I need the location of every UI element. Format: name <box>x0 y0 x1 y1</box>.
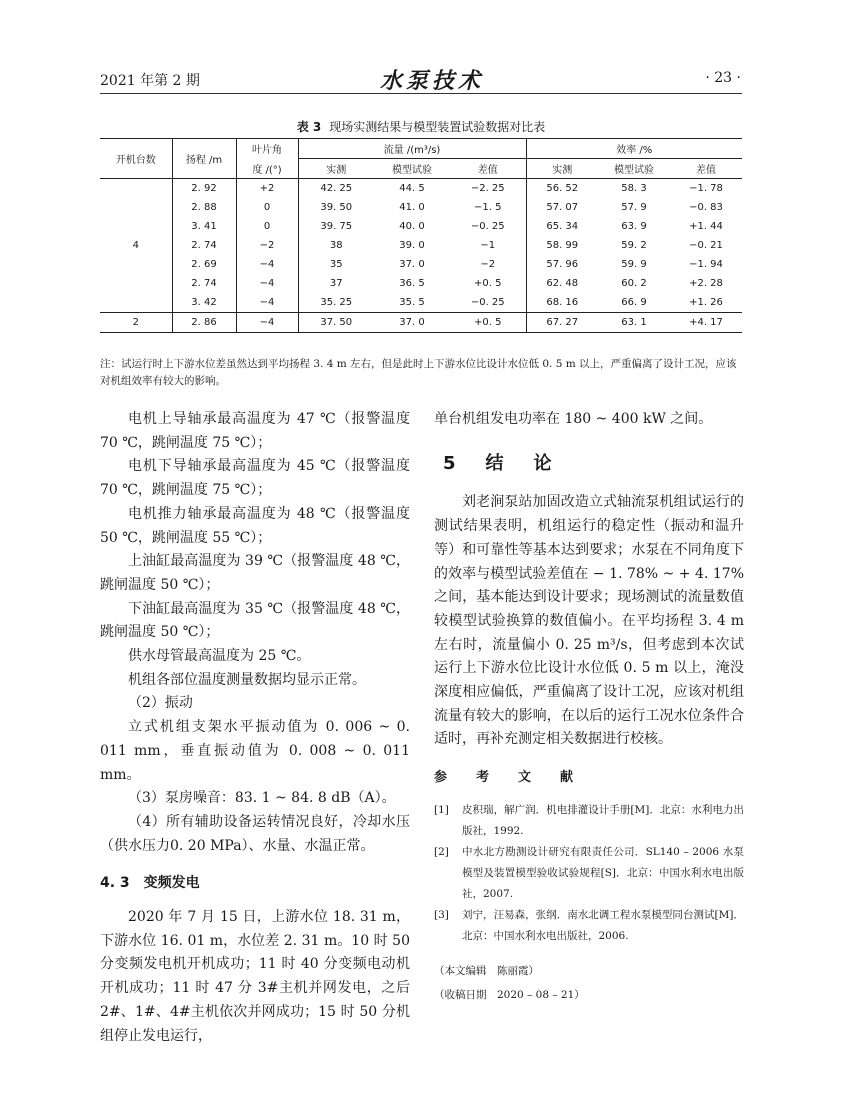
paragraph: 供水母管最高温度为 25 ℃。 <box>128 648 311 665</box>
right-column <box>434 408 744 1007</box>
table-cell: −4 <box>236 313 298 333</box>
table-cell: −1. 94 <box>689 259 723 270</box>
header-eff-measured: 实测 <box>526 159 598 179</box>
table-cell: 37 <box>298 274 374 293</box>
table-row <box>100 293 742 313</box>
table-cell: 59. 9 <box>621 259 647 270</box>
table-number: 表 3 <box>296 120 322 134</box>
table-cell: −2 <box>236 236 298 255</box>
table-cell: −2 <box>480 259 496 270</box>
table-cell: 36. 5 <box>399 278 425 289</box>
table-cell: 2. 92 <box>172 179 236 199</box>
table-cell: 2. 69 <box>172 255 236 274</box>
table-cell: 3. 41 <box>172 217 236 236</box>
cell-units: 4 <box>100 179 172 313</box>
table-cell: 2. 74 <box>172 236 236 255</box>
paragraph: 上油缸最高温度为 39 ℃（报警温度 48 ℃，跳闸温度 50 ℃）； <box>100 553 410 593</box>
table-row <box>100 179 742 199</box>
header-angle-1: 叶片角 <box>236 139 298 159</box>
table-cell: +0. 5 <box>474 278 502 289</box>
table-cell: 2. 88 <box>172 198 236 217</box>
journal-logo: 水泵技术 <box>380 68 485 94</box>
table-cell: 39. 0 <box>399 240 425 251</box>
table-cell: −1. 5 <box>474 202 502 213</box>
section-heading-4-3: 4. 3 变频发电 <box>100 875 200 892</box>
table-cell: −0. 21 <box>689 240 723 251</box>
table-cell: 63. 1 <box>598 313 670 333</box>
table-cell: 57. 96 <box>526 255 598 274</box>
table-cell: 35. 25 <box>298 293 374 313</box>
header-flow-model: 模型试验 <box>374 159 450 179</box>
table-note: 注：试运行时上下游水位差虽然达到平均扬程 3. 4 m 左右，但是此时上下游水位比设计水位低 0. 5 m 以上，严重偏离了设计工况，应该对机组效率有较大的影响。 <box>100 358 737 387</box>
table-cell: 35. 5 <box>374 293 450 313</box>
reference-text: 皮积瑞，解广润．机电排灌设计手册[M]．北京：水利电力出版社，1992. <box>462 803 744 837</box>
table-row <box>100 217 742 236</box>
reference-text: 刘宁，汪易森，张纲．南水北调工程水泵模型同台测试[M]．北京：中国水利水电出版社，2006. <box>462 908 744 942</box>
table-cell: 68. 16 <box>526 293 598 313</box>
table-group-2 <box>100 313 742 333</box>
table-cell: 38 <box>298 236 374 255</box>
header-rule <box>100 93 742 94</box>
conclusion-paragraph: 刘老涧泵站加固改造立式轴流泵机组试运行的测试结果表明，机组运行的稳定性（振动和温升等）和可靠性等基本达到要求；水泵在不同角度下的效率与模型试验差值在 − 1. 78% ~ + 4. 17% 之间，基本能达到设计要求；现场测试的流量数值较模型试验换算的数值偏小。在平均扬程 3. 4 m 左右时，流量偏小 0. 25 m³/s，但考虑到本次试运行上下游水位比设计水位低 0. 5 m 以上，淹没深度相应偏低，严重偏离了设计工况，应该对机组流量有较大的影响，在以后的运行工况水位条件合适时，再补充测定相关数据进行校核。 <box>434 494 744 748</box>
table-cell: +1. 44 <box>689 221 723 232</box>
table-cell: +2 <box>236 179 298 199</box>
table-cell: +0. 5 <box>450 313 526 333</box>
paragraph: 电机上导轴承最高温度为 47 ℃（报警温度 70 ℃，跳闸温度 75 ℃）； <box>100 411 410 451</box>
left-column <box>100 408 410 1048</box>
header-flow-diff: 差值 <box>450 159 526 179</box>
header-efficiency: 效率 /% <box>526 139 742 159</box>
references-list <box>434 800 744 947</box>
page-number: · 23 · <box>705 70 741 86</box>
table-row <box>100 255 742 274</box>
table-cell: 57. 07 <box>526 198 598 217</box>
paragraph-continued: 单台机组发电功率在 180 ~ 400 kW 之间。 <box>434 411 713 427</box>
table-cell: 58. 99 <box>526 236 598 255</box>
paragraph: （4）所有辅助设备运转情况良好，冷却水压（供水压力0. 20 MPa）、水量、水温正常。 <box>100 813 410 854</box>
editor-line: （本文编辑 陈丽霞） <box>434 964 539 977</box>
header-flow-measured: 实测 <box>298 159 374 179</box>
paragraph: （3）泵房噪音：83. 1 ~ 84. 8 dB（A）。 <box>128 790 396 807</box>
header-eff-diff: 差值 <box>670 159 742 179</box>
table-cell: 39. 75 <box>298 217 374 236</box>
paragraph: 电机推力轴承最高温度为 48 ℃（报警温度 50 ℃，跳闸温度 55 ℃）； <box>100 505 410 546</box>
table-cell: 0 <box>236 217 298 236</box>
issue-label: 2021 年第 2 期 <box>100 73 200 89</box>
header-flow: 流量 /(m³/s) <box>298 139 526 159</box>
table-row <box>100 313 742 333</box>
header-head: 扬程 /m <box>172 139 236 179</box>
table-cell: −4 <box>236 274 298 293</box>
table-cell: 35 <box>298 255 374 274</box>
header-angle-2: 度 /(°) <box>236 159 298 179</box>
table-cell: 42. 25 <box>298 179 374 199</box>
table-cell: 44. 5 <box>399 183 425 194</box>
table-cell: −1. 78 <box>689 183 723 194</box>
table-row <box>100 274 742 293</box>
table-cell: +4. 17 <box>670 313 742 333</box>
table-row <box>100 236 742 255</box>
table-group-4 <box>100 179 742 313</box>
references-heading: 参 考 文 献 <box>434 770 582 786</box>
subheading-vibration: （2）振动 <box>128 695 193 712</box>
table-cell: +1. 26 <box>670 293 742 313</box>
table-cell: −0. 25 <box>450 293 526 313</box>
table-cell: −4 <box>236 293 298 313</box>
table-cell: −0. 25 <box>470 221 505 232</box>
reference-item <box>434 842 744 905</box>
reference-number: [2] <box>434 845 449 858</box>
table-cell: −4 <box>236 255 298 274</box>
table-cell: 37. 50 <box>298 313 374 333</box>
header-units: 开机台数 <box>100 139 172 179</box>
table-cell: 59. 2 <box>621 240 647 251</box>
table-cell: −0. 83 <box>689 202 723 213</box>
table-cell: 41. 0 <box>399 202 425 213</box>
paragraph: 下油缸最高温度为 35 ℃（报警温度 48 ℃，跳闸温度 50 ℃）； <box>100 600 410 641</box>
paragraph: 电机下导轴承最高温度为 45 ℃（报警温度 70 ℃，跳闸温度 75 ℃）； <box>100 458 410 499</box>
received-date: （收稿日期 2020 – 08 – 21） <box>434 988 585 1001</box>
table-cell: 39. 50 <box>298 198 374 217</box>
table-cell: 2. 74 <box>172 274 236 293</box>
table-cell: +2. 28 <box>689 278 723 289</box>
table-row <box>100 198 742 217</box>
table-cell: 3. 42 <box>172 293 236 313</box>
table-cell: 40. 0 <box>399 221 425 232</box>
reference-number: [1] <box>434 803 449 816</box>
paragraph: 机组各部位温度测量数据均显示正常。 <box>128 671 366 688</box>
table-cell: 65. 34 <box>526 217 598 236</box>
table-cell: 56. 52 <box>526 179 598 199</box>
table-cell: 66. 9 <box>598 293 670 313</box>
table-cell: 2. 86 <box>172 313 236 333</box>
paragraph: 2020 年 7 月 15 日，上游水位 18. 31 m，下游水位 16. 01 m，水位差 2. 31 m。10 时 50 分变频发电机开机成功；11 时 40 分变频电动机开机成功；11 时 47 分 3#主机并网发电，之后 2#、1#、4#主机依次并网成功；15 时 50 分机组停止发电运行， <box>100 909 410 1044</box>
header-eff-model: 模型试验 <box>598 159 670 179</box>
table-cell: 60. 2 <box>621 278 647 289</box>
paragraph: 立式机组支架水平振动值为 0. 006 ~ 0. 011 mm，垂直振动值为 0. 008 ~ 0. 011 mm。 <box>100 719 410 783</box>
table-cell: 63. 9 <box>621 221 647 232</box>
reference-text: 中水北方勘测设计研究有限责任公司．SL140 – 2006 水泵模型及装置模型验收试验规程[S]．北京：中国水利水电出版社，2007. <box>462 845 744 900</box>
table-cell: −1 <box>480 240 496 251</box>
comparison-table <box>100 138 742 333</box>
reference-item <box>434 800 744 842</box>
table-cell: 37. 0 <box>399 259 425 270</box>
table-cell: 67. 27 <box>526 313 598 333</box>
table-cell: 62. 48 <box>526 274 598 293</box>
table-cell: 37. 0 <box>374 313 450 333</box>
table-cell: −2. 25 <box>470 183 505 194</box>
table-cell: 0 <box>236 198 298 217</box>
table-cell: 58. 3 <box>621 183 647 194</box>
table-caption-text: 现场实测结果与模型装置试验数据对比表 <box>329 120 546 134</box>
reference-item <box>434 905 744 947</box>
reference-number: [3] <box>434 908 449 921</box>
section-heading-5: 5 结 论 <box>443 452 558 474</box>
cell-units: 2 <box>100 313 172 333</box>
table-caption <box>100 118 742 135</box>
table-cell: 57. 9 <box>621 202 647 213</box>
